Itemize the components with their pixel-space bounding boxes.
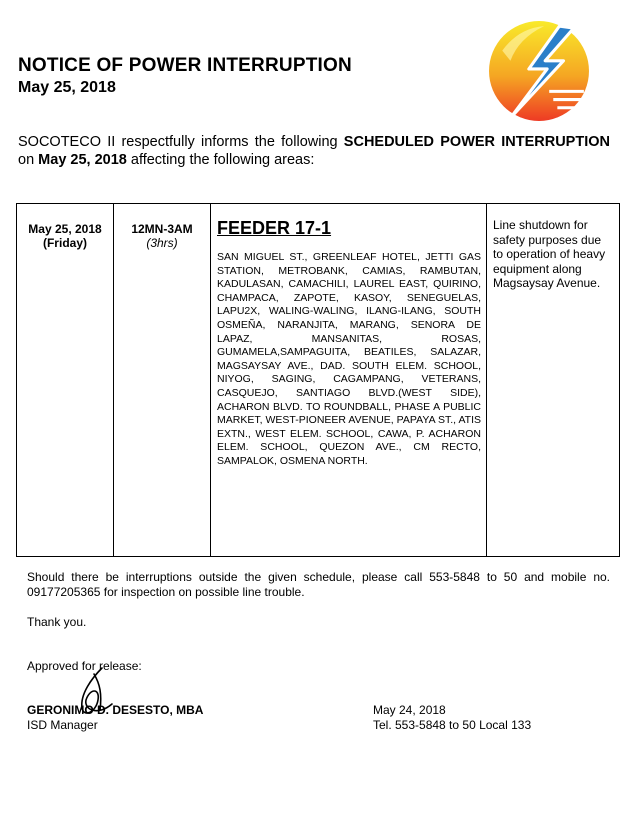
affected-areas: SAN MIGUEL ST., GREENLEAF HOTEL, JETTI GAS STATION, METROBANK, CAMIAS, RAMBUTAN, KADULASAN, CAMACHILI, LAUREL EAST, QUIRINO, CHAMPACA, ZAPOTE, KASOY, SENEGUELAS, LAPU2X, WALING-WALING, ILANG-ILANG, SOUTH OSMEÑA, NARANJITA, MARANG, SENORA DE LAPAZ, MANSANITAS, ROSAS, GUMAMELA,SAMPAGUITA, BEATILES, SALAZAR, MAGSAYSAY AVE., DAD. SOUTH ELEM. SCHOOL, NIYOG, SAGING, CAGAMPANG, VETERANS, CASQUEJO, SANTIAGO BLVD.(WEST SIDE), ACHARON BLVD. TO ROUNDBALL, PHASE A PUBLIC MARKET, WEST-PIONEER AVENUE, PAPAYA ST., ATIS EXTN., WEST ELEM. SCHOOL, CAWA, P. ACHARON ELEM. SCHOOL, QUEZON AVE., CM RECTO, SAMPALOK, OSMENA NORTH.: [217, 251, 481, 467]
notice-date: May 25, 2018: [18, 79, 116, 96]
schedule-day: (Friday): [42, 236, 87, 250]
reason-text: Line shutdown for safety purposes due to operation of heavy equipment along Magsaysay Avenue.: [493, 218, 606, 290]
table-row: [17, 204, 620, 557]
lightning-bolt-logo-icon: [488, 20, 590, 122]
notice-title: NOTICE OF POWER INTERRUPTION: [18, 55, 352, 76]
intro-bold-1: SCHEDULED POWER INTERRUPTION: [343, 134, 610, 150]
time-cell: [114, 204, 211, 557]
date-cell: [17, 204, 114, 557]
contact-note: Should there be interruptions outside the given schedule, please call 553-5848 to 50 and mobile no. 09177205365 for inspection on possible line trouble.: [27, 570, 610, 599]
intro-text-3: affecting the following areas:: [126, 152, 315, 168]
intro-text-2: on: [18, 152, 39, 168]
schedule-duration: (3hrs): [146, 236, 178, 250]
feeder-title: FEEDER 17-1: [217, 218, 332, 238]
reason-cell: [487, 204, 620, 557]
schedule-table: [16, 203, 620, 557]
intro-text-1: SOCOTECO II respectfully informs the following: [18, 134, 344, 150]
telephone-number: Tel. 553-5848 to 50 Local 133: [373, 718, 532, 732]
intro-bold-2: May 25, 2018: [38, 152, 127, 168]
approver-position: ISD Manager: [27, 718, 98, 732]
thank-you: Thank you.: [27, 615, 87, 629]
areas-cell: [211, 204, 487, 557]
schedule-time: 12MN-3AM: [131, 222, 193, 236]
intro-paragraph: [18, 133, 610, 169]
signing-date: May 24, 2018: [373, 703, 446, 717]
approver-name: GERONIMO D. DESESTO, MBA: [27, 703, 204, 717]
schedule-date: May 25, 2018: [28, 222, 102, 236]
approved-label: Approved for release:: [27, 659, 142, 673]
